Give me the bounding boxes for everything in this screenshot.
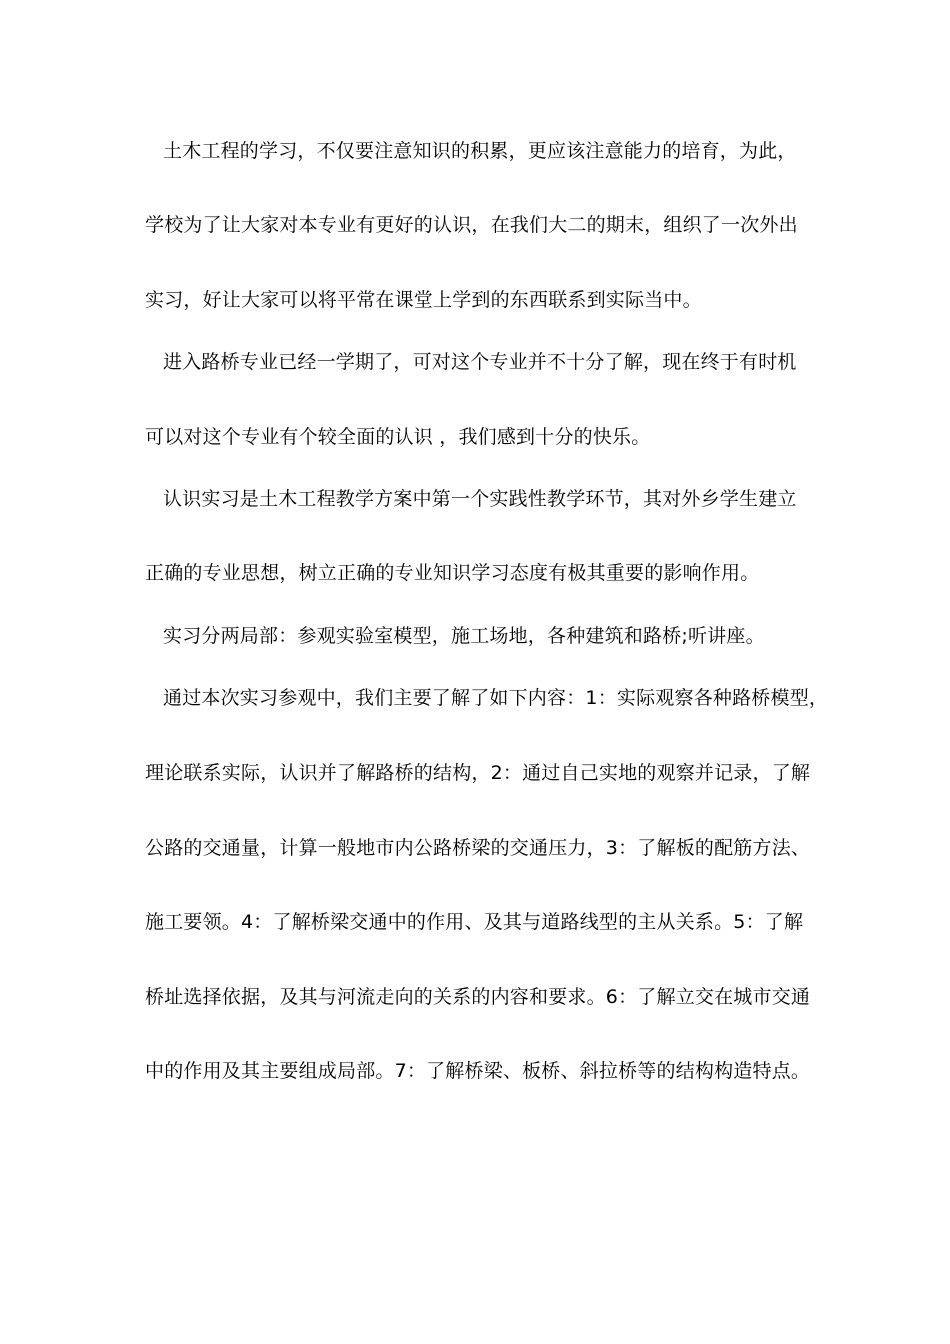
paragraph-line: 土木工程的学习，不仅要注意知识的积累，更应该注意能力的培育，为此， <box>163 140 797 162</box>
paragraph-line: 可以对这个专业有个较全面的认识 ，我们感到十分的快乐。 <box>145 426 651 448</box>
paragraph-line: 理论联系实际，认识并了解路桥的结构，2：通过自己实地的观察并记录，了解 <box>145 762 811 784</box>
paragraph-line: 正确的专业思想，树立正确的专业知识学习态度有极其重要的影响作用。 <box>145 562 760 584</box>
paragraph-line: 通过本次实习参观中，我们主要了解了如下内容：1：实际观察各种路桥模型， <box>163 687 829 709</box>
paragraph-line: 桥址选择依据，及其与河流走向的关系的内容和要求。6：了解立交在城市交通 <box>145 986 811 1008</box>
paragraph-line: 施工要领。4：了解桥梁交通中的作用、及其与道路线型的主从关系。5：了解 <box>145 911 804 933</box>
paragraph-line: 公路的交通量，计算一般地市内公路桥梁的交通压力，3：了解板的配筋方法、 <box>145 837 811 859</box>
paragraph-line: 实习分两局部：参观实验室模型，施工场地，各种建筑和路桥;听讲座。 <box>163 625 765 647</box>
paragraph-line: 进入路桥专业已经一学期了，可对这个专业并不十分了解，现在终于有时机 <box>163 351 797 373</box>
paragraph-line: 中的作用及其主要组成局部。7：了解桥梁、板桥、斜拉桥等的结构构造特点。 <box>145 1060 811 1082</box>
paragraph-line: 学校为了让大家对本专业有更好的认识，在我们大二的期末，组织了一次外出 <box>145 214 798 236</box>
paragraph-line: 认识实习是土木工程教学方案中第一个实践性教学环节，其对外乡学生建立 <box>163 488 797 510</box>
paragraph-line: 实习，好让大家可以将平常在课堂上学到的东西联系到实际当中。 <box>145 289 702 311</box>
